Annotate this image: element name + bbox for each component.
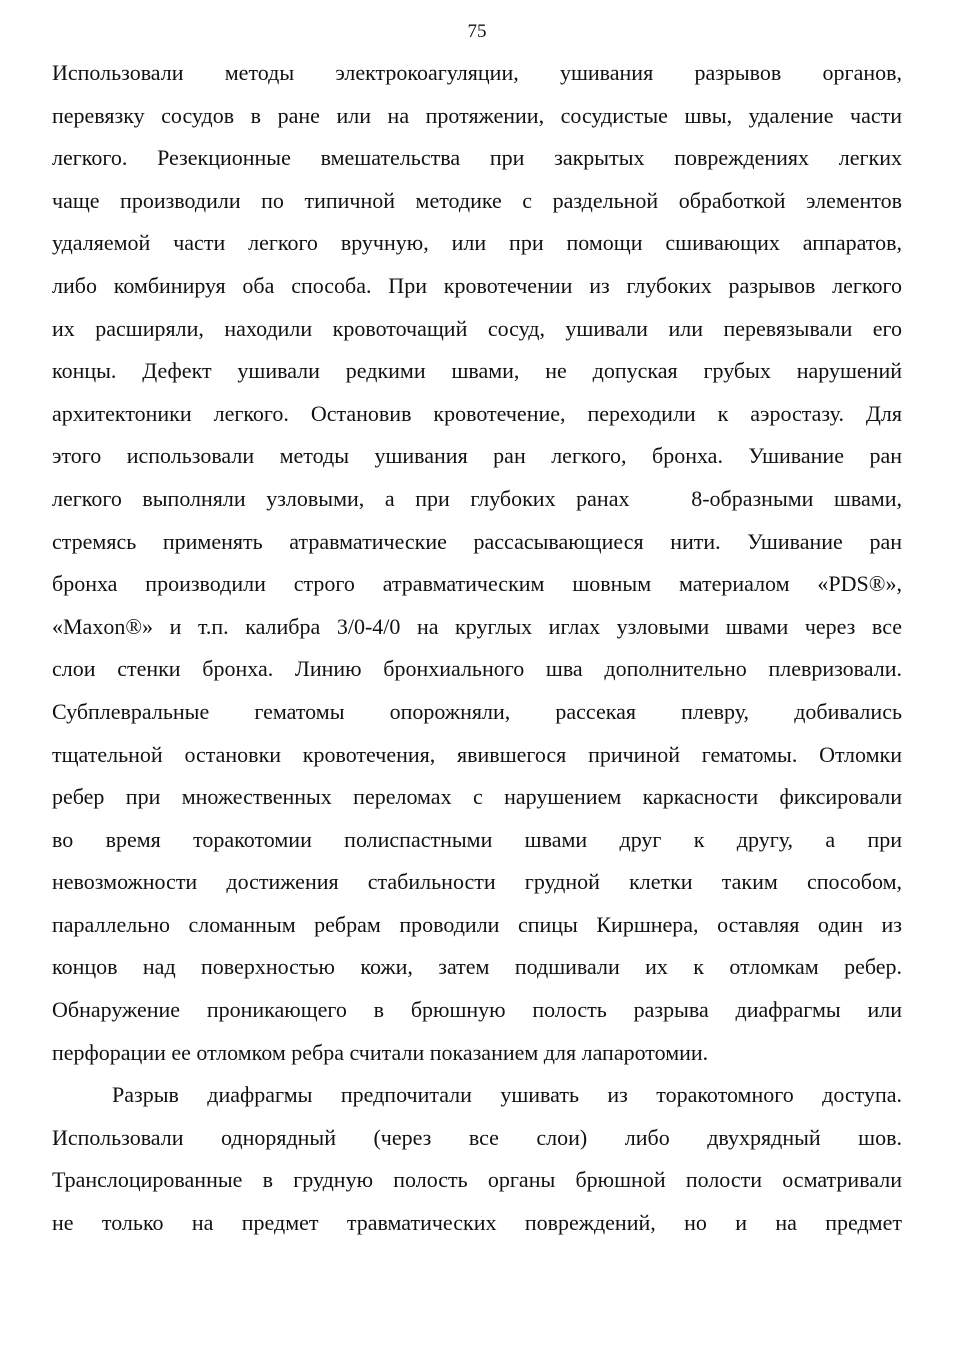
text-line: либо комбинируя оба способа. При кровотечении из глубоких разрывов легкого bbox=[52, 272, 902, 298]
text-line: легкого выполняли узловыми, а при глубоких ранах 8-образными швами, bbox=[52, 485, 902, 511]
text-line: стремясь применять атравматические рассасывающиеся нити. Ушивание ран bbox=[52, 528, 902, 554]
text-line: «Maxon®» и т.п. калибра 3/0-4/0 на круглых иглах узловыми швами через все bbox=[52, 613, 902, 639]
text-line: не только на предмет травматических повреждений, но и на предмет bbox=[52, 1210, 902, 1236]
paragraph-2 bbox=[52, 1074, 902, 1244]
text-line: перфорации ее отломком ребра считали показанием для лапаротомии. bbox=[52, 1039, 709, 1065]
text-line: перевязку сосудов в ране или на протяжении, сосудистые швы, удаление части bbox=[52, 102, 902, 128]
page-number: 75 bbox=[467, 21, 487, 42]
text-line: невозможности достижения стабильности грудной клетки таким способом, bbox=[52, 869, 902, 895]
text-line: Транслоцированные в грудную полость органы брюшной полости осматривали bbox=[52, 1167, 902, 1193]
text-line: ребер при множественных переломах с нарушением каркасности фиксировали bbox=[52, 784, 902, 810]
text-line: бронха производили строго атравматическим шовным материалом «PDS®», bbox=[52, 571, 902, 597]
text-line: легкого. Резекционные вмешательства при закрытых повреждениях легких bbox=[52, 145, 902, 171]
text-line: их расширяли, находили кровоточащий сосуд, ушивали или перевязывали его bbox=[52, 315, 902, 341]
text-line: Разрыв диафрагмы предпочитали ушивать из торакотомного доступа. bbox=[112, 1082, 902, 1108]
text-line: слои стенки бронха. Линию бронхиального шва дополнительно плевризовали. bbox=[52, 656, 902, 682]
text-line: концы. Дефект ушивали редкими швами, не допуская грубых нарушений bbox=[52, 358, 902, 384]
text-line: во время торакотомии полиспастными швами друг к другу, а при bbox=[52, 826, 902, 852]
text-line: чаще производили по типичной методике с раздельной обработкой элементов bbox=[52, 187, 902, 213]
text-line: концов над поверхностью кожи, затем подшивали их к отломкам ребер. bbox=[52, 954, 902, 980]
text-line: параллельно сломанным ребрам проводили спицы Киршнера, оставляя один из bbox=[52, 911, 902, 937]
text-line: архитектоники легкого. Остановив кровотечение, переходили к аэростазу. Для bbox=[52, 400, 902, 426]
text-line: Субплевральные гематомы опорожняли, рассекая плевру, добивались bbox=[52, 698, 902, 724]
text-line: Обнаружение проникающего в брюшную полость разрыва диафрагмы или bbox=[52, 997, 902, 1023]
paragraph-1 bbox=[52, 52, 902, 1074]
body-text bbox=[52, 52, 902, 1245]
text-line: Использовали методы электрокоагуляции, ушивания разрывов органов, bbox=[52, 60, 902, 85]
text-line: тщательной остановки кровотечения, явившегося причиной гематомы. Отломки bbox=[52, 741, 902, 767]
text-line: Использовали однорядный (через все слои) либо двухрядный шов. bbox=[52, 1124, 902, 1150]
text-line: удаляемой части легкого вручную, или при помощи сшивающих аппаратов, bbox=[52, 230, 902, 256]
text-line: этого использовали методы ушивания ран легкого, бронха. Ушивание ран bbox=[52, 443, 902, 469]
